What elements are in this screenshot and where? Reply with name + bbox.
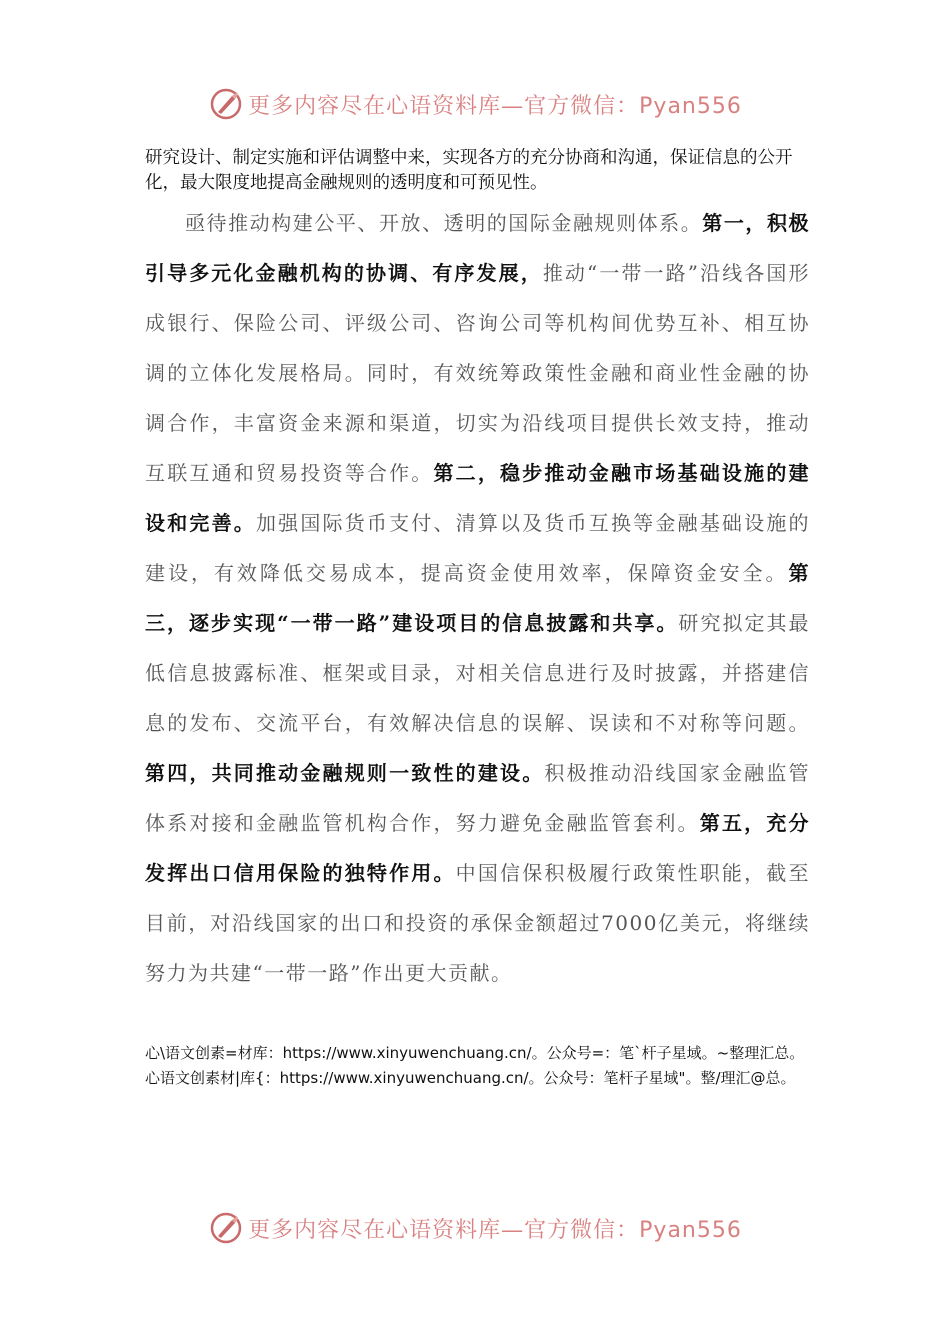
pen-logo-icon xyxy=(208,86,244,122)
body-text-4: 研究拟定其最低信息披露标准、框架或目录，对相关信息进行及时披露，并搭建信息的发布、交流平台，有效解决信息的误解、误读和不对称等问题。 xyxy=(145,611,811,735)
footer-banner xyxy=(0,1208,950,1248)
source-line-2: 心语文创素材|库{：https://www.xinyuwenchuang.cn/。公众号：笔杆子星域"。整/理汇@总。 xyxy=(145,1069,796,1087)
point-2-heading: 第二，稳步推动金融市场基础设施的建设和完善。 xyxy=(145,461,811,535)
body-text-6: 中国信保积极履行政策性职能，截至目前，对沿线国家的出口和投资的承保金额超过7000亿美元，将继续努力为共建“一带一路”作出更大贡献。 xyxy=(145,861,811,985)
body-paragraph xyxy=(145,198,810,998)
body-text-5: 积极推动沿线国家金融监管体系对接和金融监管机构合作，努力避免金融监管套利。 xyxy=(145,761,811,835)
point-1-heading: 第一，积极引导多元化金融机构的协调、有序发展， xyxy=(145,211,811,285)
body-text-3: 加强国际货币支付、清算以及货币互换等金融基础设施的建设，有效降低交易成本，提高资金使用效率，保障资金安全。 xyxy=(145,511,811,585)
header-text: 更多内容尽在心语资料库—官方微信：Pyan556 xyxy=(248,93,742,119)
source-line-1: 心\语文创素=材库：https://www.xinyuwenchuang.cn/。公众号=：笔`杆子星域。~整理汇总。 xyxy=(145,1044,805,1062)
point-3-heading: 第三，逐步实现“一带一路”建设项目的信息披露和共享。 xyxy=(145,561,810,635)
point-4-heading: 第四，共同推动金融规则一致性的建设。 xyxy=(145,761,545,785)
body-text-2: 推动“一带一路”沿线各国形成银行、保险公司、评级公司、咨询公司等机构间优势互补、相互协调的立体化发展格局。同时，有效统筹政策性金融和商业性金融的协调合作，丰富资金来源和渠道，切实为沿线项目提供长效支持，推动互联互通和贸易投资等合作。 xyxy=(145,261,810,485)
header-banner xyxy=(0,84,950,124)
body-text-1: 亟待推动构建公平、开放、透明的国际金融规则体系。 xyxy=(185,211,703,235)
intro-paragraph: 研究设计、制定实施和评估调整中来，实现各方的充分协商和沟通，保证信息的公开化，最大限度地提高金融规则的透明度和可预见性。 xyxy=(145,148,793,193)
pen-logo-icon xyxy=(208,1210,244,1246)
footer-text: 更多内容尽在心语资料库—官方微信：Pyan556 xyxy=(248,1217,742,1243)
point-5-heading: 第五，充分发挥出口信用保险的独特作用。 xyxy=(145,811,811,885)
